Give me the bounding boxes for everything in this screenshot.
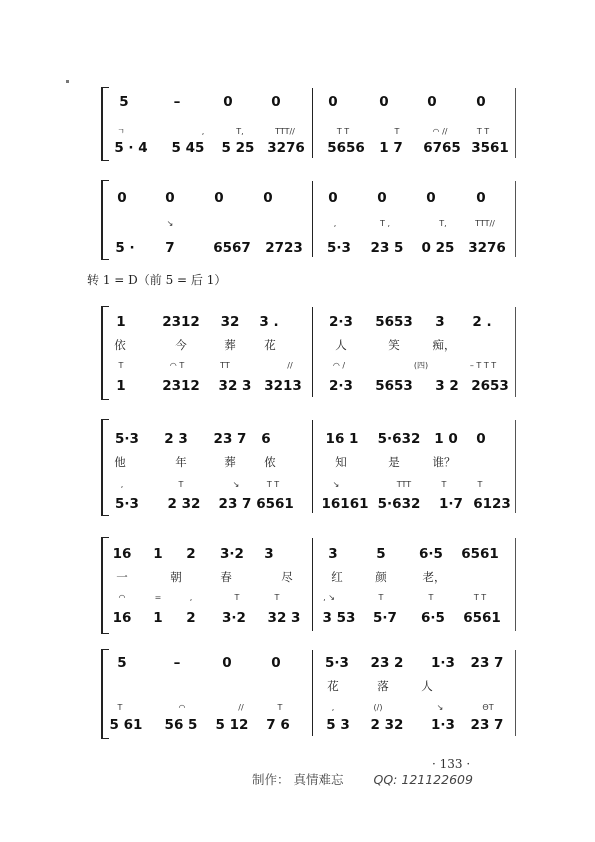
note: 2 3: [164, 431, 188, 447]
lyric: 花: [327, 679, 339, 693]
ornament-mark: T: [394, 127, 400, 136]
note: 5656: [327, 140, 365, 156]
note: 0: [271, 94, 281, 110]
qq-number: 121122609: [401, 772, 473, 787]
scan-dot: [66, 80, 69, 83]
note: 2312: [162, 314, 200, 330]
voice-staff: [0, 431, 595, 449]
note: 0: [476, 190, 486, 206]
note: 2 32: [370, 717, 404, 733]
note: 5 61: [109, 717, 143, 733]
voice-staff: [0, 655, 595, 673]
note: 5: [376, 546, 386, 562]
note: 3: [328, 546, 338, 562]
lyrics-row: [0, 679, 595, 697]
note: 5 · 4: [114, 140, 148, 156]
note: 2: [186, 610, 196, 626]
note: 0 25: [421, 240, 455, 256]
note: 1: [153, 546, 163, 562]
note: 5653: [375, 314, 413, 330]
note: 1·3: [431, 655, 455, 671]
qq-label: QQ:: [373, 772, 398, 787]
ornament-mark: //: [238, 703, 244, 712]
ornament-mark: T: [441, 480, 447, 489]
note: 2723: [265, 240, 303, 256]
lyric: 葬: [224, 338, 236, 352]
note: 5653: [375, 378, 413, 394]
lyric: 颜: [375, 570, 387, 584]
note: 5 ·: [115, 240, 135, 256]
ornament-mark: T: [378, 593, 384, 602]
key-change-marking: 转 1 = D（前 5 = 后 1）: [87, 273, 227, 287]
note: 0: [476, 94, 486, 110]
lyric: 春: [220, 570, 232, 584]
accompaniment-staff: [0, 717, 595, 735]
note: 1·7: [439, 496, 463, 512]
note: 16: [112, 610, 132, 626]
note: 3 .: [259, 314, 279, 330]
note: 5·3: [115, 431, 139, 447]
ornament-mark: T T: [266, 480, 280, 489]
note: 0: [427, 94, 437, 110]
lyric: 依: [114, 338, 126, 352]
ornament-mark: TTT: [396, 480, 412, 489]
note: 0: [117, 190, 127, 206]
accompaniment-staff: [0, 140, 595, 158]
note: 1 7: [379, 140, 403, 156]
note: 0: [377, 190, 387, 206]
note: 6765: [423, 140, 461, 156]
ornament-mark: ◠: [178, 703, 186, 712]
note: 5·632: [377, 431, 421, 447]
ornament-mark: ㄱ: [117, 127, 125, 136]
note: 5·7: [373, 610, 397, 626]
ornament-mark: ,: [201, 127, 205, 136]
accompaniment-staff: [0, 496, 595, 514]
note: 2653: [471, 378, 509, 394]
note: 32 3: [267, 610, 301, 626]
note: 3·2: [222, 610, 246, 626]
note: 5 45: [171, 140, 205, 156]
accompaniment-staff: [0, 240, 595, 258]
credit-label: 制作：: [252, 772, 290, 787]
note: 6·5: [419, 546, 443, 562]
note: 6123: [473, 496, 511, 512]
lyric: 花: [264, 338, 276, 352]
note: 1: [116, 378, 126, 394]
ornament-mark: T: [274, 593, 280, 602]
lyric: 谁？: [432, 455, 456, 469]
note: 3: [435, 314, 445, 330]
ornament-mark: ◠: [118, 593, 126, 602]
credit-line: [252, 770, 473, 788]
note: 0: [476, 431, 486, 447]
note: 7: [165, 240, 175, 256]
lyric: 朝: [170, 570, 182, 584]
ornament-mark: ,: [333, 219, 337, 228]
note: 3213: [264, 378, 302, 394]
lyric: 笑: [388, 338, 400, 352]
note: 3: [264, 546, 274, 562]
ornament-mark: T: [117, 703, 123, 712]
lyric: 他: [114, 455, 126, 469]
ornament-mark: ◠ T: [169, 361, 185, 370]
note: 2 32: [167, 496, 201, 512]
ornament-mark: ,: [331, 703, 335, 712]
ornament-mark: ↘: [166, 219, 174, 228]
ornament-mark: TTT//: [275, 127, 295, 136]
note: 16 1: [325, 431, 359, 447]
lyric: 人: [421, 679, 433, 693]
note: 5·632: [377, 496, 421, 512]
note: 3276: [267, 140, 305, 156]
ornament-mark: (/): [373, 703, 383, 712]
ornament-mark: T T: [336, 127, 350, 136]
lyric: 落: [377, 679, 389, 693]
note: 3561: [471, 140, 509, 156]
lyric: 红: [331, 570, 343, 584]
note: 1: [153, 610, 163, 626]
voice-staff: [0, 94, 595, 112]
lyric: 尽: [281, 570, 293, 584]
note: 5·3: [327, 240, 351, 256]
note: 6561: [463, 610, 501, 626]
lyric: 知: [335, 455, 347, 469]
note: 6561: [461, 546, 499, 562]
note: 6·5: [421, 610, 445, 626]
ornament-mark: T: [118, 361, 124, 370]
ornament-mark: T: [477, 480, 483, 489]
note: 1·3: [431, 717, 455, 733]
note: 5 25: [221, 140, 255, 156]
note: –: [173, 94, 181, 110]
page-number: · 133 ·: [432, 757, 471, 771]
ornament-mark: ,: [120, 480, 124, 489]
ornament-mark: //: [287, 361, 293, 370]
note: 7 6: [266, 717, 290, 733]
note: 2: [186, 546, 196, 562]
note: 5 3: [326, 717, 350, 733]
ornament-mark: ↘: [436, 703, 444, 712]
voice-staff: [0, 314, 595, 332]
note: 5·3: [115, 496, 139, 512]
note: 32: [220, 314, 240, 330]
ornament-mark: TTT//: [475, 219, 495, 228]
note: 5 12: [215, 717, 249, 733]
lyric: 痴，: [432, 338, 456, 352]
ornament-mark: ΘT: [482, 703, 494, 712]
lyric: 侬: [264, 455, 276, 469]
voice-staff: [0, 546, 595, 564]
ornament-mark: T: [178, 480, 184, 489]
note: 23 5: [370, 240, 404, 256]
note: 0: [328, 190, 338, 206]
note: 23 2: [370, 655, 404, 671]
ornament-mark: ↘: [232, 480, 240, 489]
lyric: 今: [175, 338, 187, 352]
note: 5: [117, 655, 127, 671]
accompaniment-staff: [0, 610, 595, 628]
lyric: 是: [388, 455, 400, 469]
note: 0: [263, 190, 273, 206]
ornament-mark: T: [277, 703, 283, 712]
lyrics-row: [0, 570, 595, 588]
note: 1: [116, 314, 126, 330]
note: 0: [379, 94, 389, 110]
note: 16: [112, 546, 132, 562]
note: 0: [271, 655, 281, 671]
ornament-mark: (四): [413, 361, 429, 370]
note: 2 .: [472, 314, 492, 330]
note: 3·2: [220, 546, 244, 562]
note: 0: [165, 190, 175, 206]
note: 3 53: [322, 610, 356, 626]
ornament-mark: =: [154, 593, 162, 602]
ornament-row: [0, 593, 595, 611]
note: 5: [119, 94, 129, 110]
note: 0: [328, 94, 338, 110]
note: 1 0: [434, 431, 458, 447]
note: 0: [222, 655, 232, 671]
ornament-mark: T: [234, 593, 240, 602]
ornament-mark: T: [428, 593, 434, 602]
note: 6561: [256, 496, 294, 512]
ornament-row: [0, 361, 595, 379]
ornament-mark: TT: [220, 361, 230, 370]
lyric: 年: [175, 455, 187, 469]
note: 0: [223, 94, 233, 110]
note: 16161: [321, 496, 369, 512]
note: 0: [214, 190, 224, 206]
ornament-mark: ,: [189, 593, 193, 602]
note: 23 7: [213, 431, 247, 447]
ornament-mark: T T: [473, 593, 487, 602]
note: –: [173, 655, 181, 671]
ornament-mark: ↘: [332, 480, 340, 489]
credit-author: 真情难忘: [293, 772, 344, 787]
note: 23 7: [218, 496, 252, 512]
note: 2·3: [329, 314, 353, 330]
ornament-mark: ◠ /: [332, 361, 346, 370]
note: 23 7: [470, 655, 504, 671]
lyric: 一: [116, 570, 128, 584]
note: 5·3: [325, 655, 349, 671]
ornament-mark: T,: [236, 127, 244, 136]
note: 3276: [468, 240, 506, 256]
note: 2312: [162, 378, 200, 394]
ornament-mark: , ↘: [323, 593, 335, 602]
lyric: 老，: [422, 570, 446, 584]
ornament-mark: – T T T: [469, 361, 497, 370]
note: 6567: [213, 240, 251, 256]
note: 6: [261, 431, 271, 447]
note: 32 3: [218, 378, 252, 394]
note: 2·3: [329, 378, 353, 394]
ornament-mark: T ,: [380, 219, 390, 228]
voice-staff: [0, 190, 595, 208]
ornament-mark: T,: [439, 219, 447, 228]
note: 56 5: [164, 717, 198, 733]
lyrics-row: [0, 338, 595, 356]
lyric: 葬: [224, 455, 236, 469]
accompaniment-staff: [0, 378, 595, 396]
note: 0: [426, 190, 436, 206]
note: 3 2: [435, 378, 459, 394]
note: 23 7: [470, 717, 504, 733]
lyrics-row: [0, 455, 595, 473]
lyric: 人: [335, 338, 347, 352]
ornament-mark: T T: [476, 127, 490, 136]
ornament-row: [0, 219, 595, 237]
ornament-mark: ◠ //: [432, 127, 448, 136]
